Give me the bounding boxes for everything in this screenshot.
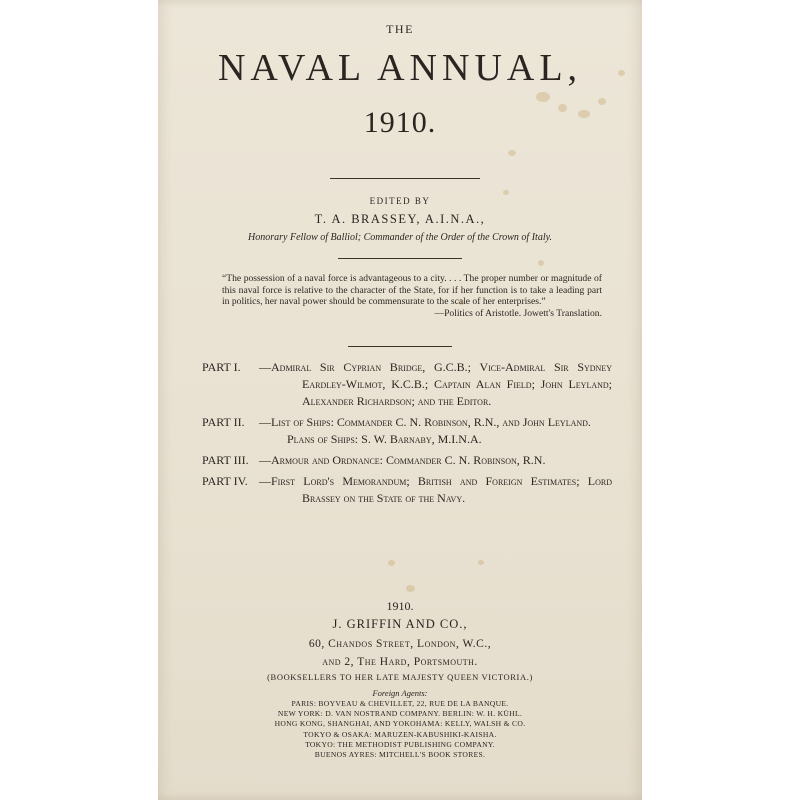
part-entry	[202, 452, 612, 469]
foxing-stain	[536, 92, 550, 102]
title-the: THE	[386, 22, 414, 36]
agent-line: TOKYO: THE METHODIST PUBLISHING COMPANY.	[305, 739, 495, 749]
part-entry	[202, 359, 612, 410]
part-label: PART III.	[202, 453, 249, 467]
part-entry	[202, 414, 612, 448]
foreign-agents-list	[158, 699, 642, 760]
publisher-address-london: 60, Chandos Street, London, W.C.,	[308, 638, 492, 650]
divider	[330, 178, 480, 179]
title-year: 1910.	[363, 106, 437, 139]
foxing-stain	[503, 190, 509, 195]
epigraph-attribution: —Politics of Aristotle. Jowett's Translation.	[434, 307, 602, 319]
publisher-name: J. GRIFFIN AND CO.,	[332, 617, 468, 631]
foxing-stain	[388, 560, 395, 566]
book-page	[158, 0, 642, 800]
agent-line: PARIS: BOYVEAU & CHEVILLET, 22, RUE DE LA BANQUE.	[291, 699, 509, 708]
foxing-stain	[478, 560, 484, 565]
agent-line: TOKYO & OSAKA: MARUZEN-KABUSHIKI-KAISHA.	[303, 729, 497, 739]
part-label: PART IV.	[202, 474, 248, 488]
epigraph	[222, 273, 602, 319]
page-title: NAVAL ANNUAL,	[217, 47, 583, 89]
imprint-year: 1910.	[386, 599, 414, 613]
foreign-agents-heading: Foreign Agents:	[372, 688, 428, 698]
divider	[348, 346, 452, 347]
part-description: —Admiral Sir Cyprian Bridge, G.C.B.; Vice-Admiral Sir Sydney Eardley-Wilmot, K.C.B.; Captain Alan Field; John Leyland; Alexander Richardson; and the Editor.	[259, 360, 612, 408]
edited-by-label: EDITED BY	[369, 196, 431, 206]
part-plans: Plans of Ships: S. W. Barnaby, M.I.N.A.	[287, 432, 482, 446]
part-label: PART I.	[202, 360, 241, 374]
foxing-stain	[508, 150, 516, 156]
part-label: PART II.	[202, 415, 245, 429]
editor-name: T. A. BRASSEY, A.I.N.A.,	[314, 212, 486, 226]
agent-line: HONG KONG, SHANGHAI, AND YOKOHAMA: KELLY, WALSH & CO.	[274, 719, 526, 729]
publisher-note: (BOOKSELLERS TO HER LATE MAJESTY QUEEN VICTORIA.)	[267, 672, 533, 682]
contributors-list	[202, 359, 612, 511]
editor-affiliation: Honorary Fellow of Balliol; Commander of the Order of the Crown of Italy.	[248, 232, 552, 243]
part-entry	[202, 473, 612, 507]
foxing-stain	[598, 98, 606, 105]
epigraph-text: “The possession of a naval force is advantageous to a city. . . . The proper number or magnitude of this naval force is relative to the character of the State, for if her function is to take a leading part in politics, her naval power should be commensurate to the scale of her enterprises.”	[222, 273, 602, 308]
foxing-stain	[406, 585, 415, 592]
part-description: —Armour and Ordnance: Commander C. N. Robinson, R.N.	[259, 453, 546, 467]
publisher-address-portsmouth: and 2, The Hard, Portsmouth.	[322, 656, 478, 668]
divider	[338, 258, 462, 259]
part-description: —List of Ships: Commander C. N. Robinson, R.N., and John Leyland.	[259, 415, 591, 429]
agent-line: NEW YORK: D. VAN NOSTRAND COMPANY. BERLIN: W. H. KÜHL.	[277, 709, 523, 719]
part-description: —First Lord's Memorandum; British and Foreign Estimates; Lord Brassey on the State of the Navy.	[259, 474, 612, 505]
agent-line: BUENOS AYRES: MITCHELL'S BOOK STORES.	[314, 750, 486, 760]
foxing-stain	[538, 260, 544, 266]
